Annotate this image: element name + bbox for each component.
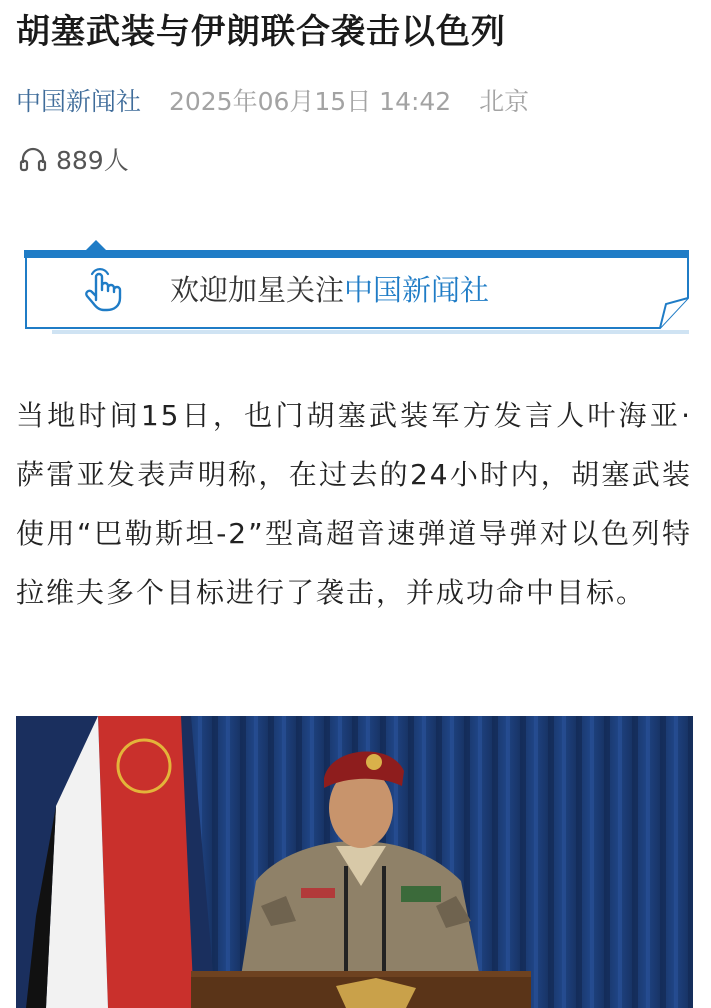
article-meta: [16, 84, 529, 120]
tap-hand-icon: [80, 266, 126, 312]
spokesperson-photo: [16, 716, 693, 1008]
headphones-icon: [18, 144, 48, 174]
banner-text: [170, 270, 489, 310]
article-title: 胡塞武装与伊朗联合袭击以色列: [16, 12, 506, 52]
source-link[interactable]: 中国新闻社: [16, 87, 142, 116]
article-photo[interactable]: [16, 716, 693, 1008]
listener-count-text: 889人: [56, 146, 129, 175]
banner-highlight[interactable]: 中国新闻社: [344, 273, 490, 307]
follow-banner[interactable]: [24, 240, 690, 336]
location-label: 北京: [479, 87, 530, 116]
banner-prefix: 欢迎加星关注: [170, 273, 345, 307]
listener-count[interactable]: [18, 142, 129, 176]
article-body: 当地时间15日，也门胡塞武装军方发言人叶海亚·萨雷亚发表声明称，在过去的24小时内，胡塞武装使用“巴勒斯坦-2”型高超音速弹道导弹对以色列特拉维夫多个目标进行了袭击，并成功命中目标。: [16, 399, 692, 609]
publish-datetime: 2025年06月15日 14:42: [168, 87, 452, 116]
